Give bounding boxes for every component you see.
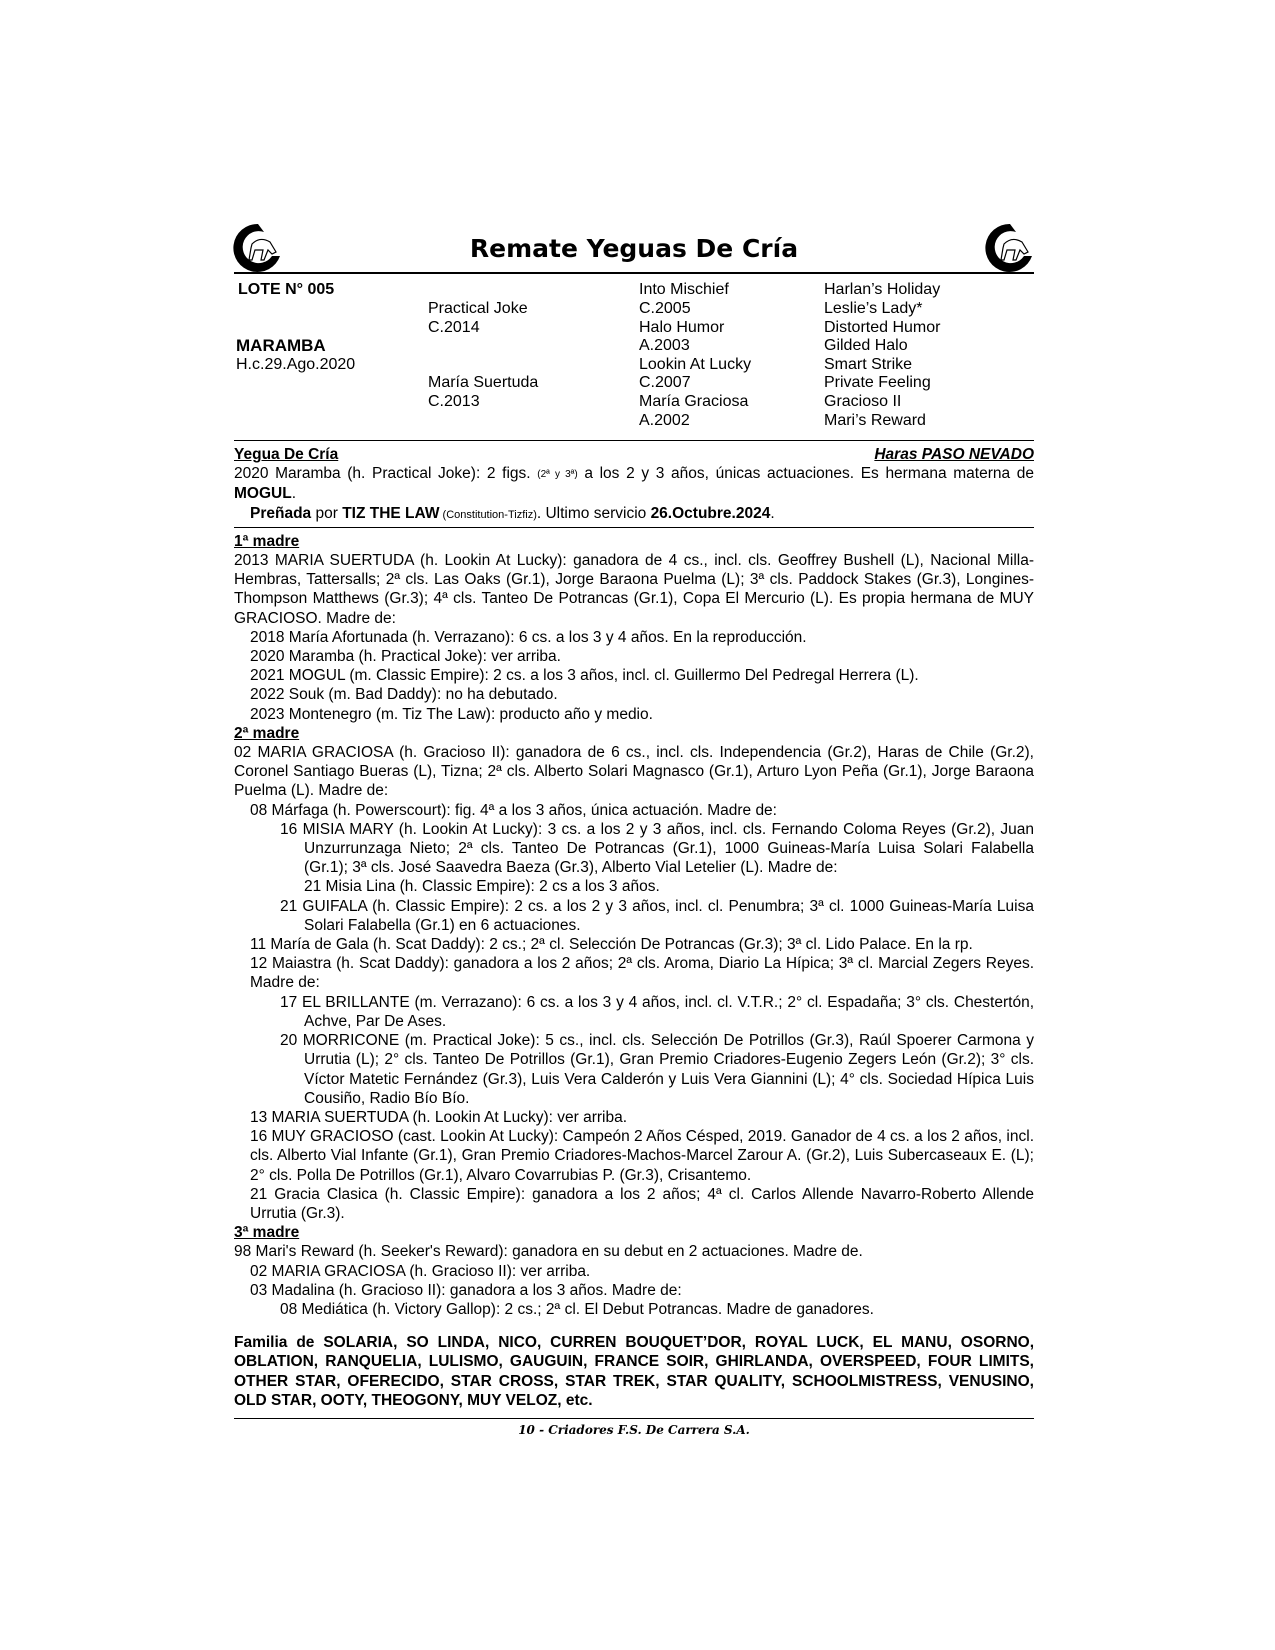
madre-1 <box>234 532 1034 724</box>
page-header <box>234 220 1034 274</box>
pedigree-g3: Private Feeling <box>824 374 931 391</box>
pedigree-g3: Gracioso II <box>824 393 902 410</box>
intro-text: 2020 Maramba (h. Practical Joke): 2 figs. (2ª y 3ª) a los 2 y 3 años, únicas actuaciones. Es hermana materna de MOGUL. <box>234 465 1035 503</box>
pedigree-g3: Smart Strike <box>824 356 913 373</box>
pedigree-g2: María Graciosa <box>639 393 749 410</box>
page-footer: 10 - Criadores F.S. De Carrera S.A. <box>234 1418 1034 1437</box>
pedigree-g2: Halo Humor <box>639 319 725 336</box>
list-item: 2021 MOGUL (m. Classic Empire): 2 cs. a los 3 años, incl. cl. Guillermo Del Pedregal Herrera (L). <box>250 667 919 685</box>
horse-name: MARAMBA <box>236 336 326 355</box>
list-item: 21 GUIFALA (h. Classic Empire): 2 cs. a los 2 y 3 años, incl. cl. Penumbra; 3ª cl. 1000 Guineas-María Luisa Solari Falabella (Gr.1) en 6 actuaciones. <box>280 897 1034 934</box>
list-item: 17 EL BRILLANTE (m. Verrazano): 6 cs. a los 3 y 4 años, incl. cl. V.T.R.; 2° cl. Espadaña; 3° cls. Chestertón, Achve, Par De Ases. <box>280 993 1034 1030</box>
pedigree-g3: Mari’s Reward <box>824 412 926 429</box>
list-item: 2020 Maramba (h. Practical Joke): ver arriba. <box>250 648 561 666</box>
sire: Practical Joke <box>428 300 528 317</box>
pedigree-g2: C.2005 <box>639 300 691 317</box>
pedigree-table <box>234 274 1034 441</box>
lot-number: LOTE N° 005 <box>238 281 335 298</box>
horse-desc: H.c.29.Ago.2020 <box>236 356 356 373</box>
pedigree-g2: A.2002 <box>639 412 690 429</box>
pedigree-g2: A.2003 <box>639 337 690 354</box>
catalog-page <box>234 220 1034 1437</box>
haras-label: Haras PASO NEVADO <box>874 446 1034 463</box>
pedigree-g3: Distorted Humor <box>824 319 941 336</box>
pedigree-g2: C.2007 <box>639 374 691 391</box>
madre-3 <box>234 1223 1034 1319</box>
list-item: 16 MISIA MARY (h. Lookin At Lucky): 3 cs. a los 2 y 3 años, incl. cls. Fernando Coloma Reyes (Gr.2), Juan Unzurrunzaga Nieto; 2ª cls. Tanteo De Potrancas (Gr.1), 1000 Guineas-María Luisa Solari Falabella (Gr.1); 3ª cls. José Saavedra Baeza (Gr.3), Alberto Vial Letelier (L). Madre de: <box>280 820 1034 877</box>
list-item: 02 MARIA GRACIOSA (h. Gracioso II): ver arriba. <box>250 1262 591 1280</box>
preñada-line: Preñada por TIZ THE LAW (Constitution-Tizfiz). Ultimo servicio 26.Octubre.2024. <box>250 504 775 522</box>
list-item: 20 MORRICONE (m. Practical Joke): 5 cs., incl. cls. Selección De Potrillos (Gr.3), Raúl Spoerer Carmona y Urrutia (L); 2° cls. Tanteo De Potrillos (Gr.1), Gran Premio Criadores-Eugenio Zegers León (Gr.2); 3° cls. Víctor Matetic Fernández (Gr.3), Luis Vera Calderón y Luis Vera Giannini (L); 4° cls. Sociedad Hípica Luis Cousiño, Radio Bío Bío. <box>280 1032 1034 1107</box>
pedigree-g2: Into Mischief <box>639 281 729 298</box>
dam-desc: C.2013 <box>428 393 480 410</box>
list-item: 11 María de Gala (h. Scat Daddy): 2 cs.; 2ª cl. Selección De Potrancas (Gr.3); 3ª cl. Lido Palace. En la rp. <box>250 936 973 954</box>
madre-text: 2013 MARIA SUERTUDA (h. Lookin At Lucky): ganadora de 4 cs., incl. cls. Geoffrey Bushell (L), Nacional Milla-Hembras, Tattersalls; 2ª cls. Las Oaks (Gr.1), Jorge Baraona Puelma (L); 3ª cls. Paddock Stakes (Gr.3), Longines-Thompson Matthews (Gr.3); 4ª cls. Tanteo De Potrancas (Gr.1), Copa El Mercurio (L). Es propia hermana de MUY GRACIOSO. Madre de: <box>234 552 1034 627</box>
madre-text: 02 MARIA GRACIOSA (h. Gracioso II): ganadora de 6 cs., incl. cls. Independencia (Gr.2), Haras de Chile (Gr.2), Coronel Santiago Bueras (L), Tizna; 2ª cls. Alberto Solari Magnasco (Gr.1), Arturo Lyon Peña (Gr.1), Jorge Baraona Puelma (L). Madre de: <box>234 744 1034 800</box>
dam: María Suertuda <box>428 374 539 391</box>
pedigree-g3: Harlan’s Holiday <box>824 281 941 298</box>
horse-logo-icon <box>982 220 1038 276</box>
list-item: 21 Gracia Clasica (h. Classic Empire): ganadora a los 2 años; 4ª cl. Carlos Allende Navarro-Roberto Allende Urrutia (Gr.3). <box>250 1185 1034 1222</box>
familia-text: Familia de SOLARIA, SO LINDA, NICO, CURREN BOUQUET’DOR, ROYAL LUCK, EL MANU, OSORNO, OBLATION, RANQUELIA, LULISMO, GAUGUIN, FRANCE SOIR, GHIRLANDA, OVERSPEED, FOUR LIMITS, OTHER STAR, OFERECIDO, STAR CROSS, STAR TREK, STAR QUALITY, SCHOOLMISTRESS, VENUSINO, OLD STAR, OOTY, THEOGONY, MUY VELOZ, etc. <box>234 1334 1034 1409</box>
list-item: 2022 Souk (m. Bad Daddy): no ha debutado. <box>250 686 558 704</box>
pedigree-g3: Leslie’s Lady* <box>824 300 923 317</box>
page-title: Remate Yeguas De Cría <box>469 234 799 263</box>
pedigree-g3: Gilded Halo <box>824 337 908 354</box>
list-item: 21 Misia Lina (h. Classic Empire): 2 cs a los 3 años. <box>304 878 660 896</box>
section-label: Yegua De Cría <box>234 446 339 463</box>
madre-label: 1ª madre <box>234 532 300 550</box>
madre-2-list <box>234 801 1034 1223</box>
list-item: 03 Madalina (h. Gracioso II): ganadora a los 3 años. Madre de: <box>250 1281 682 1299</box>
list-item: 08 Márfaga (h. Powerscourt): fig. 4ª a los 3 años, única actuación. Madre de: <box>250 801 777 819</box>
madre-label: 3ª madre <box>234 1224 300 1242</box>
list-item: 13 MARIA SUERTUDA (h. Lookin At Lucky): ver arriba. <box>250 1108 628 1126</box>
madre-text: 98 Mari's Reward (h. Seeker's Reward): ganadora en su debut en 2 actuaciones. Madre de. <box>234 1243 863 1261</box>
sire-desc: C.2014 <box>428 319 480 336</box>
pedigree-g2: Lookin At Lucky <box>639 356 752 373</box>
list-item: 08 Mediática (h. Victory Gallop): 2 cs.; 2ª cl. El Debut Potrancas. Madre de ganadores. <box>280 1300 874 1318</box>
list-item: 16 MUY GRACIOSO (cast. Lookin At Lucky): Campeón 2 Años Césped, 2019. Ganador de 4 cs. a los 2 años, incl. cls. Alberto Vial Infante (Gr.1), Gran Premio Criadores-Machos-Marcel Zarour A. (Gr.2), Luis Subercaseaux E. (L); 2° cls. Polla De Potrillos (Gr.1), Alvaro Covarrubias P. (Gr.3), Crisantemo. <box>250 1128 1034 1184</box>
madre-label: 2ª madre <box>234 724 300 742</box>
list-item: 2023 Montenegro (m. Tiz The Law): producto año y medio. <box>250 705 653 723</box>
madre-3-list <box>234 1262 1034 1320</box>
list-item: 12 Maiastra (h. Scat Daddy): ganadora a los 2 años; 2ª cls. Aroma, Diario La Hípica; 3ª cl. Marcial Zegers Reyes. Madre de: <box>250 955 1034 992</box>
intro-section <box>234 445 1034 528</box>
list-item: 2018 María Afortunada (h. Verrazano): 6 cs. a los 3 y 4 años. En la reproducción. <box>250 628 807 646</box>
madre-2 <box>234 724 1034 1223</box>
